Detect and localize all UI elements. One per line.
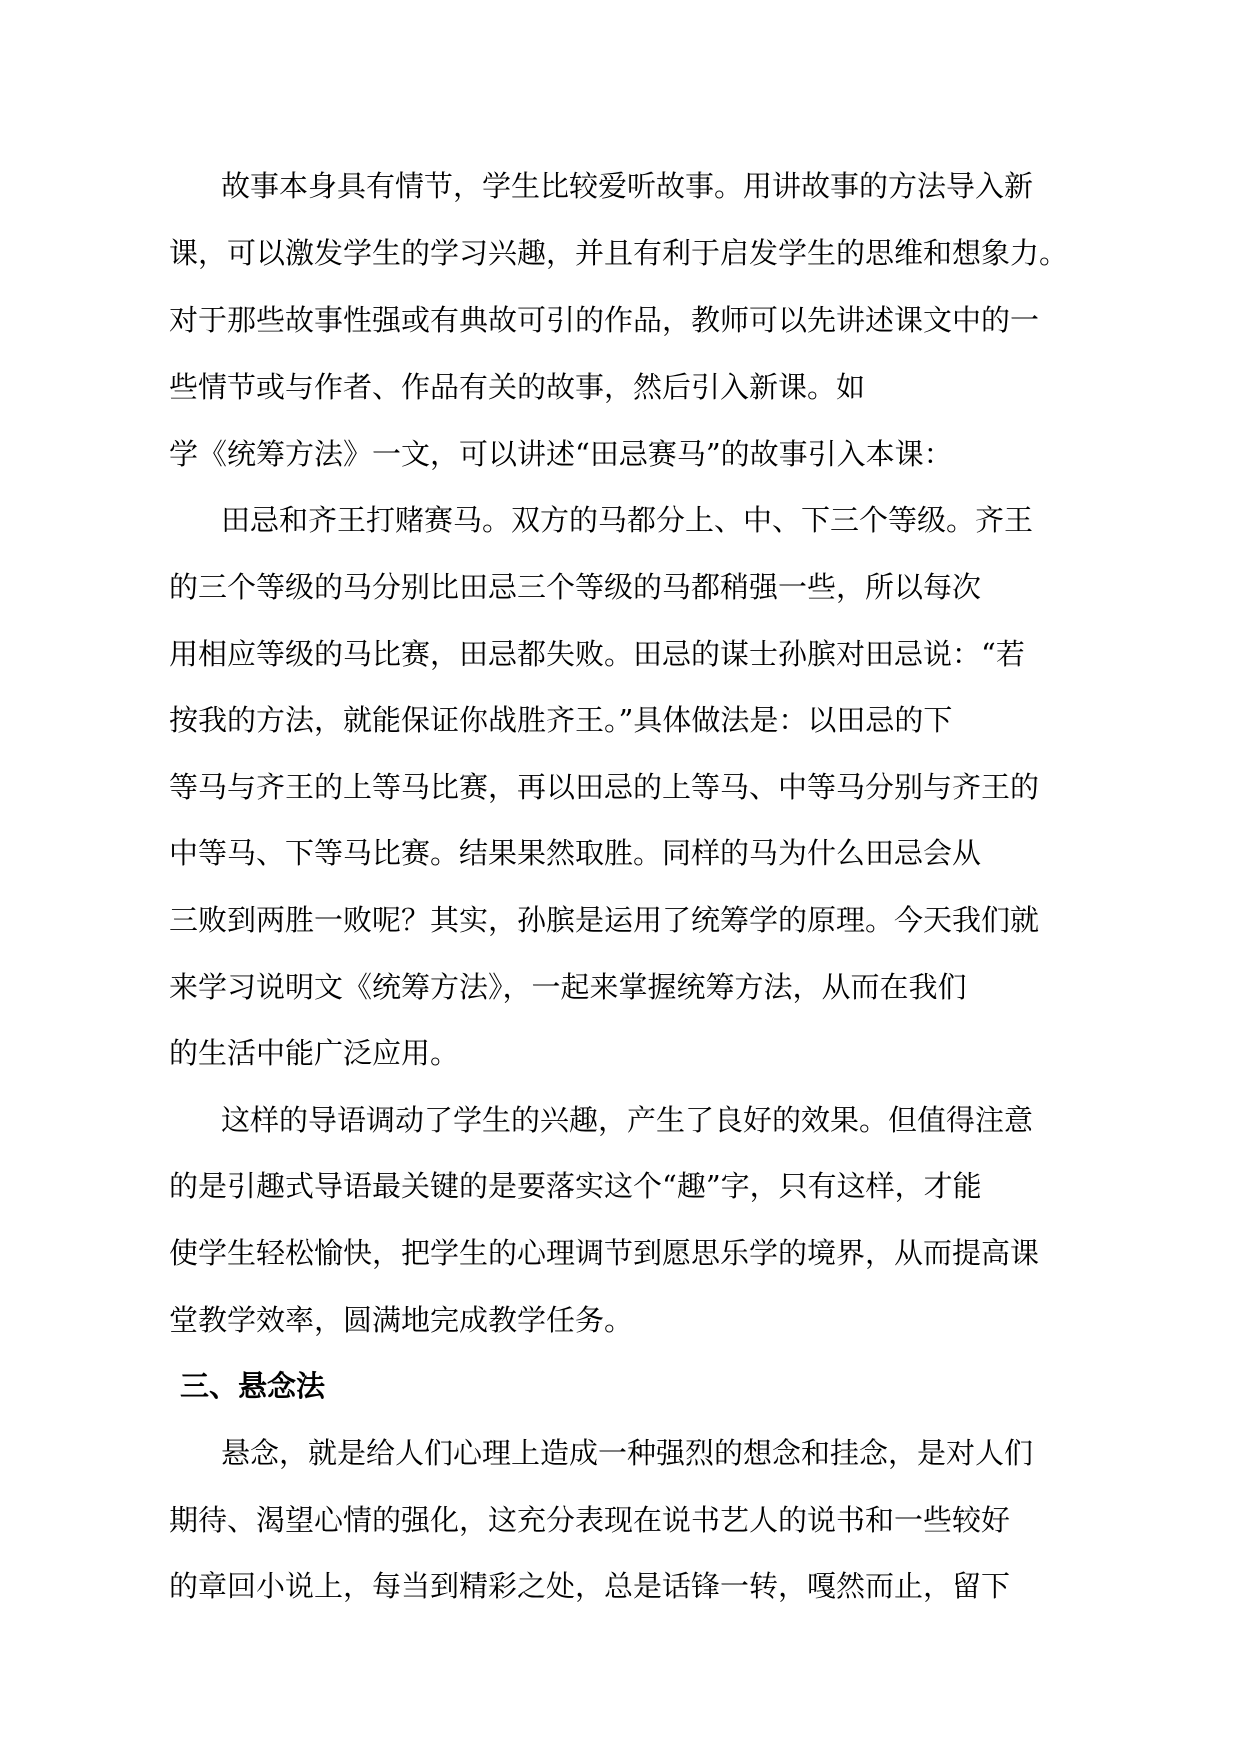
paragraph-2-line-5: 等马与齐王的上等马比赛，再以田忌的上等马、中等马分别与齐王的 — [169, 770, 1040, 804]
paragraph-2-line-3: 用相应等级的马比赛，田忌都失败。田忌的谋士孙膑对田忌说：“若 — [169, 637, 1025, 671]
paragraph-2-line-4: 按我的方法，就能保证你战胜齐王。”具体做法是：以田忌的下 — [169, 703, 953, 737]
paragraph-1-line-2: 课，可以激发学生的学习兴趣，并且有利于启发学生的思维和想象力。 — [169, 236, 1069, 270]
paragraph-4-line-2: 期待、渴望心情的强化，这充分表现在说书艺人的说书和一些较好 — [169, 1503, 1011, 1537]
paragraph-3-line-1: 这样的导语调动了学生的兴趣，产生了良好的效果。但值得注意 — [221, 1103, 1034, 1137]
paragraph-1-line-5: 学《统筹方法》一文，可以讲述“田忌赛马”的故事引入本课： — [169, 437, 953, 471]
paragraph-3-line-4: 堂教学效率，圆满地完成教学任务。 — [169, 1303, 634, 1337]
paragraph-2-line-6: 中等马、下等马比赛。结果果然取胜。同样的马为什么田忌会从 — [169, 836, 982, 870]
paragraph-1-line-4: 些情节或与作者、作品有关的故事，然后引入新课。如 — [169, 370, 866, 404]
section-heading: 三、悬念法 — [180, 1369, 326, 1403]
paragraph-1-line-1: 故事本身具有情节，学生比较爱听故事。用讲故事的方法导入新 — [221, 169, 1034, 203]
paragraph-2-line-9: 的生活中能广泛应用。 — [169, 1036, 460, 1070]
paragraph-2-line-8: 来学习说明文《统筹方法》，一起来掌握统筹方法，从而在我们 — [169, 970, 967, 1004]
paragraph-4-line-1: 悬念，就是给人们心理上造成一种强烈的想念和挂念，是对人们 — [221, 1436, 1034, 1470]
paragraph-4-line-3: 的章回小说上，每当到精彩之处，总是话锋一转，嘎然而止，留下 — [169, 1569, 1011, 1603]
paragraph-2-line-7: 三败到两胜一败呢？其实，孙膑是运用了统筹学的原理。今天我们就 — [169, 903, 1040, 937]
paragraph-1-line-3: 对于那些故事性强或有典故可引的作品，教师可以先讲述课文中的一 — [169, 303, 1040, 337]
paragraph-2-line-2: 的三个等级的马分别比田忌三个等级的马都稍强一些，所以每次 — [169, 570, 982, 604]
paragraph-3-line-2: 的是引趣式导语最关键的是要落实这个“趣”字，只有这样，才能 — [169, 1169, 982, 1203]
paragraph-2-line-1: 田忌和齐王打赌赛马。双方的马都分上、中、下三个等级。齐王 — [221, 503, 1034, 537]
paragraph-3-line-3: 使学生轻松愉快，把学生的心理调节到愿思乐学的境界，从而提高课 — [169, 1236, 1040, 1270]
